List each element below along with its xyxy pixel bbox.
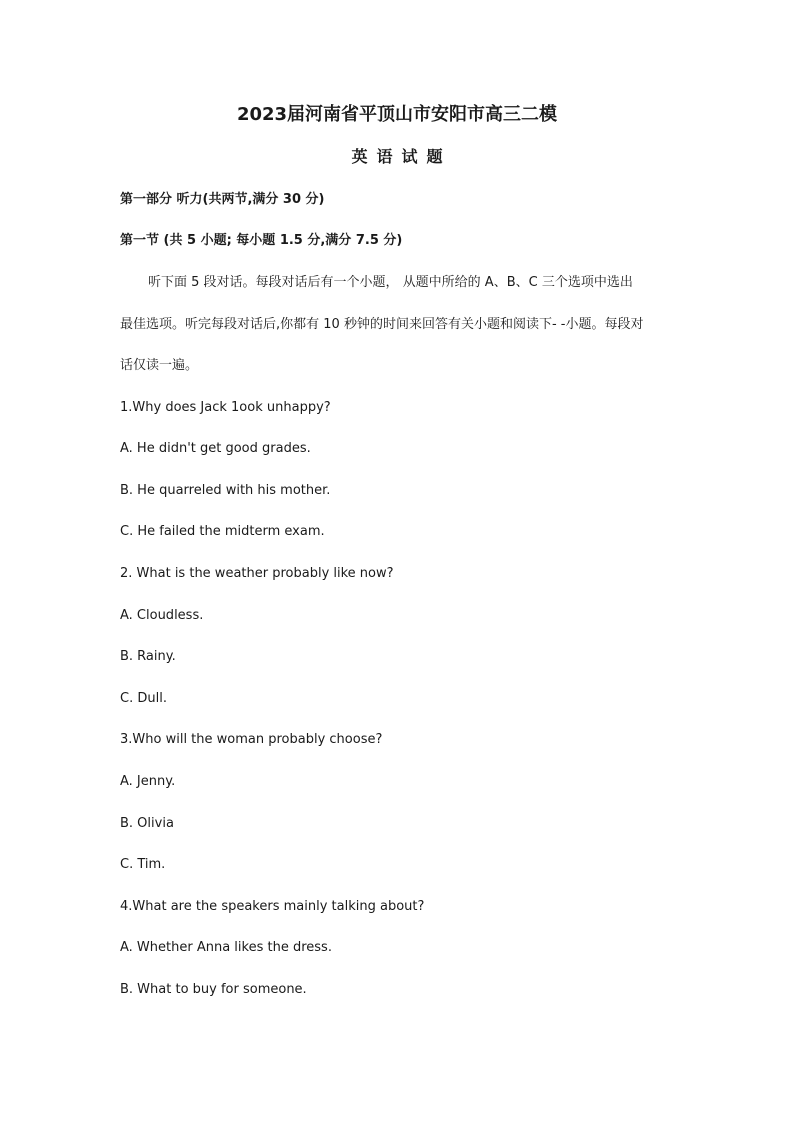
question-2-stem: 2. What is the weather probably like now? — [120, 566, 394, 581]
instructions-line-3: 话仅读一遍。 — [120, 358, 199, 373]
question-1-option-a: A. He didn't get good grades. — [120, 441, 311, 456]
question-2-option-b: B. Rainy. — [120, 649, 176, 664]
question-1-option-c: C. He failed the midterm exam. — [120, 524, 325, 539]
question-4-option-b: B. What to buy for someone. — [120, 982, 307, 997]
question-3-option-c: C. Tim. — [120, 857, 166, 872]
exam-title: 2023届河南省平顶山市安阳市高三二模 — [236, 104, 558, 125]
question-3-option-a: A. Jenny. — [120, 774, 176, 789]
question-1-option-b: B. He quarreled with his mother. — [120, 483, 331, 498]
question-2-option-c: C. Dull. — [120, 691, 167, 706]
instructions-line-1: 听下面 5 段对话。每段对话后有一个小题， 从题中所给的 A、B、C 三个选项中选出 — [148, 275, 633, 290]
question-4-option-a: A. Whether Anna likes the dress. — [120, 940, 332, 955]
question-2-option-a: A. Cloudless. — [120, 608, 204, 623]
subsection-heading: 第一节 (共 5 小题; 每小题 1.5 分,满分 7.5 分) — [120, 233, 403, 248]
part-heading: 第一部分 听力(共两节,满分 30 分) — [120, 192, 325, 207]
exam-subtitle: 英语试题 — [351, 147, 452, 166]
instructions-line-2: 最佳选项。听完每段对话后,你都有 10 秒钟的时间来回答有关小题和阅读下- -小题。每段对 — [120, 317, 644, 332]
question-3-option-b: B. Olivia — [120, 816, 174, 831]
question-1-stem: 1.Why does Jack 1ook unhappy? — [120, 400, 331, 415]
question-4-stem: 4.What are the speakers mainly talking about? — [120, 899, 425, 914]
question-3-stem: 3.Who will the woman probably choose? — [120, 732, 383, 747]
